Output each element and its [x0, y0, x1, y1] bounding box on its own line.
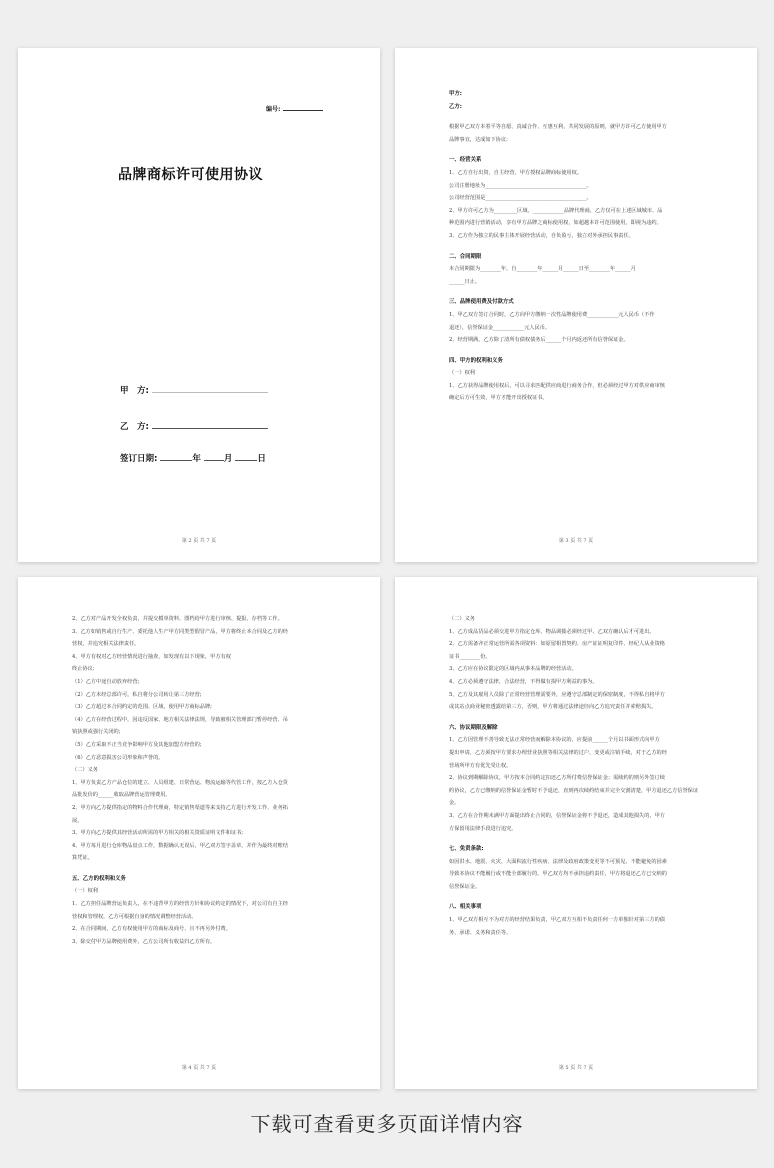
- year-blank: [160, 460, 192, 461]
- section-heading: 五、乙方的权利和义务: [72, 875, 126, 882]
- text-line: 营权，并追究相关法律责任。: [72, 641, 140, 648]
- text-line: 导致本协议不能履行或不能全部履行的，甲乙双方均不承担违约责任，甲方将退还乙方已交纳的: [449, 871, 667, 878]
- text-line: 本合同期限为________年，自________年______月______日至________年______月: [449, 266, 636, 273]
- sign-date-label: 签订日期:: [120, 454, 158, 464]
- text-line: 务、承诺、义务和责任等。: [449, 929, 512, 936]
- section-heading: 三、品牌使用费及付款方式: [449, 299, 514, 306]
- paragraph-spacer: [449, 288, 723, 296]
- document-page-3: [395, 48, 757, 562]
- text-line: （5）乙方采取不正当竞争影响甲方及其他加盟方经营的;: [72, 741, 202, 748]
- section-heading: 六、协议期限及解除: [449, 724, 498, 731]
- page-footer: 第 4 页 共 7 页: [181, 1065, 217, 1071]
- text-line: 品批发价的______收取品牌营运管理费用。: [72, 792, 171, 799]
- text-line: 1、甲乙双方签订合同时，乙方向甲方缴纳一次性品牌使用费____________元人民币（不作: [449, 311, 655, 318]
- paragraph-spacer: [449, 347, 723, 355]
- party-b-line: [120, 420, 268, 432]
- month-label: 月: [223, 454, 233, 464]
- page-footer: 第 5 页 共 7 页: [558, 1065, 594, 1071]
- text-line: 算凭证。: [72, 855, 93, 862]
- year-label: 年: [192, 454, 201, 464]
- text-line: 2、乙方需备齐正常运营所需各项资料：如原留相置契约、房产证证明复印件、经纪人从业资格: [449, 641, 665, 648]
- text-line: 1、乙方自行出资，自主经营，甲方授权品牌商标使用权。: [449, 169, 582, 176]
- party-b-label: 乙 方:: [120, 422, 149, 432]
- contract-number-field: [266, 104, 323, 113]
- page-body: [449, 613, 723, 939]
- text-line: 约协议，乙方已缴纳的信誉保证金暂时不予退还，直到再次续约结束并完全交割清楚，甲方退还乙方信誉保证: [449, 787, 699, 794]
- text-line: 1、乙方担任品牌营运负责人，在不违背甲方的经营方针和协议约定的情况下，对公司有自主经: [72, 901, 288, 908]
- text-line: 3、除交付甲方品牌使用费外，乙方公司所有收益归乙方所有。: [72, 938, 216, 945]
- month-blank: [204, 460, 224, 461]
- party-a-label: 甲 方:: [120, 386, 149, 396]
- sign-date-line: [120, 452, 266, 464]
- section-heading: 二、合同期限: [449, 253, 482, 260]
- text-line: 提出申请，乙方须按甲方要求办理营业执照等相关法律的过户，变更或注销手续，对于乙方的经: [449, 749, 667, 756]
- party-b-blank: [152, 428, 268, 429]
- text-line: （2）乙方未经总部许可，私自将分公司转让第三方经营;: [72, 691, 202, 698]
- text-line: 终止协议:: [72, 666, 95, 673]
- page-body: [72, 613, 346, 948]
- text-line: 2、经营期满，乙方除了清所有债权债务后______个月内返还所有信誉保证金。: [449, 337, 629, 344]
- paragraph-spacer: [449, 243, 723, 251]
- contract-number-blank: [283, 110, 323, 111]
- text-line: 3、乙方作为独立的民事主体开展经营活动，自负盈亏，独立对外承担民事责任。: [449, 232, 634, 239]
- text-line: 展。: [72, 817, 83, 824]
- page-body: [449, 88, 723, 405]
- text-line: 营权和管理权，乙方可根据自身的情况调整经营活动。: [72, 913, 197, 920]
- download-caption: 下载可查看更多页面详情内容: [250, 1112, 524, 1136]
- text-line: 金。: [449, 800, 460, 807]
- text-line: 3、甲方向乙方提供其经营活动所需的甲方相关的相关资质证明文件和证书;: [72, 830, 244, 837]
- text-line: 如因洪水、地震、火灾、大面积流行性疾病、法律及政府政策变更等不可预见、不能避免的因素: [449, 858, 667, 865]
- paragraph-spacer: [449, 113, 723, 121]
- text-line: 信誉保证金。: [449, 883, 481, 890]
- text-line: 5、乙方及其雇用人员除了正常经营管理需要外，应遵守总部制定的保密制度，不得私自将甲方: [449, 691, 665, 698]
- text-line: 3、乙方应在协议限定的区域内从事本品牌的经营活动。: [449, 666, 577, 673]
- text-line: 证书________份。: [449, 653, 491, 660]
- section-heading: 四、甲方的权利和义务: [449, 357, 503, 364]
- text-line: 2、甲方许可乙方为_________区域、____________品牌代理商，乙方仅可在上述区域城市、品: [449, 207, 663, 214]
- text-line: 1、乙方获得品牌使用权后，可以寻求匹配供应商进行商务合作，但必须经过甲方对供应商审核: [449, 382, 665, 389]
- text-line: 4、甲方每月进行仓库物品盘点工作，数据确认无误后，甲乙双方签字盖章，并作为最终对账结: [72, 842, 288, 849]
- section-heading: 甲方:: [449, 91, 462, 97]
- document-page-5: [395, 577, 757, 1089]
- text-line: 退还），信誉保证金____________元人民币。: [449, 324, 551, 331]
- paragraph-spacer: [449, 893, 723, 901]
- text-line: （6）乙方恶意损害公司形象和声誉的。: [72, 754, 164, 761]
- text-line: 1、乙方成品货品必须交进甲方指定仓库，物品调拨必须经过甲、乙双方确认后才可进出。: [449, 628, 655, 635]
- text-line: 公司注册地址为_______________________________________。: [449, 182, 592, 189]
- text-line: 品牌事宜，达成如下协议:: [449, 136, 508, 143]
- document-title: 品牌商标许可使用协议: [118, 167, 263, 183]
- page-footer: 第 3 页 共 7 页: [558, 538, 594, 544]
- text-line: （二）义务: [449, 616, 475, 622]
- paragraph-spacer: [72, 865, 346, 873]
- text-line: 2、甲方向乙方提供指定的物料合作代理商，特定销售渠道等来支持乙方进行开发工作、业务拓: [72, 804, 288, 811]
- document-page-4: [18, 577, 380, 1089]
- section-heading: 乙方:: [449, 103, 462, 110]
- section-heading: 七、免责条款:: [449, 846, 484, 853]
- text-line: 4、乙方必须遵守法律，合法经营，不得做有损甲方利益的事为。: [449, 678, 598, 685]
- text-line: 4、甲方有权对乙方经营情况进行抽查，如发现有以下现象，甲方有权: [72, 653, 231, 660]
- day-blank: [235, 460, 257, 461]
- text-line: 方保留用法律手段进行追究。: [449, 825, 517, 832]
- day-label: 日: [257, 454, 266, 464]
- text-line: 销执照或强行关闭的;: [72, 729, 121, 736]
- text-line: 2、协议到期解除协议，甲方按本合同约定扣还乙方所付费信誉保证金；需续约的则另外签订续: [449, 775, 665, 782]
- paragraph-spacer: [449, 146, 723, 154]
- contract-number-label: 编号:: [266, 106, 281, 113]
- text-line: 1、甲乙双方相互不为对方的经营结果负责，甲乙双方互相不负责任何一方单独针对第三方的债: [449, 917, 665, 924]
- document-page-cover: [18, 48, 380, 562]
- text-line: 2、乙方对产品开发全权负责，并提交模单资料、图档给甲方进行审核、提报、存档等工作。: [72, 616, 283, 622]
- text-line: 根据甲乙双方本着平等自愿、真诚合作、互惠互利、共同发展的原则，就甲方许可乙方使用甲方: [449, 124, 667, 131]
- text-line: 或其站点商业秘密透露给第三方，否则，甲方将通过法律途径向乙方追究责任并索赔损失。: [449, 704, 657, 711]
- page-footer: 第 2 页 共 7 页: [181, 538, 217, 544]
- text-line: 1、甲方负责乙方产品仓位的建立、人员组建、日常营运、物流运输等代管工作，按乙方入仓货: [72, 779, 288, 786]
- party-a-line: [120, 384, 268, 396]
- text-line: ______日止。: [449, 278, 481, 285]
- text-line: （3）乙方超过本合同约定的范围、区域，使用甲方商标品牌;: [72, 704, 212, 711]
- paragraph-spacer: [449, 714, 723, 722]
- text-line: 3、乙方如销售或自行生产、委托他人生产甲方同类型假冒产品，甲方将终止本合同及乙方的经: [72, 628, 288, 635]
- section-heading: 八、相关事项: [449, 904, 482, 911]
- text-line: 1、乙方因管理不善导致无法正常经营而解除本协议的，应提前______个月以书面形式向甲方: [449, 737, 660, 744]
- party-a-blank: [152, 392, 268, 393]
- text-line: （4）乙方在经营过程中，因违反国家、地方相关法律法规，导致被相关管理部门暂停经营、吊: [72, 716, 288, 723]
- text-line: 2、在合同期间，乙方有权使用甲方的商标及商号、且不再另外付费。: [72, 926, 231, 933]
- text-line: 3、乙方在合作期未满甲方面提出终止合同的，信誉保证金将不予退还，造成其他损失的，甲方: [449, 812, 665, 819]
- text-line: 营场所甲方有优先受让权。: [449, 762, 512, 769]
- section-heading: 一、经营关系: [449, 157, 482, 164]
- text-line: （1）乙方中途自动放弃经营;: [72, 678, 140, 685]
- paragraph-spacer: [449, 835, 723, 843]
- text-line: （二）义务: [72, 767, 98, 774]
- text-line: （一）权利: [72, 888, 98, 895]
- text-line: （一）权利: [449, 370, 475, 377]
- text-line: 公司经营范围是_______________________________________。: [449, 195, 592, 202]
- text-line: 种范围内进行营销活动，享有甲方品牌之商标使用权，如超越本许可范围使用，即视为违约。: [449, 220, 662, 227]
- text-line: 确定后方可生效，甲方才能开出授权证书。: [449, 395, 548, 402]
